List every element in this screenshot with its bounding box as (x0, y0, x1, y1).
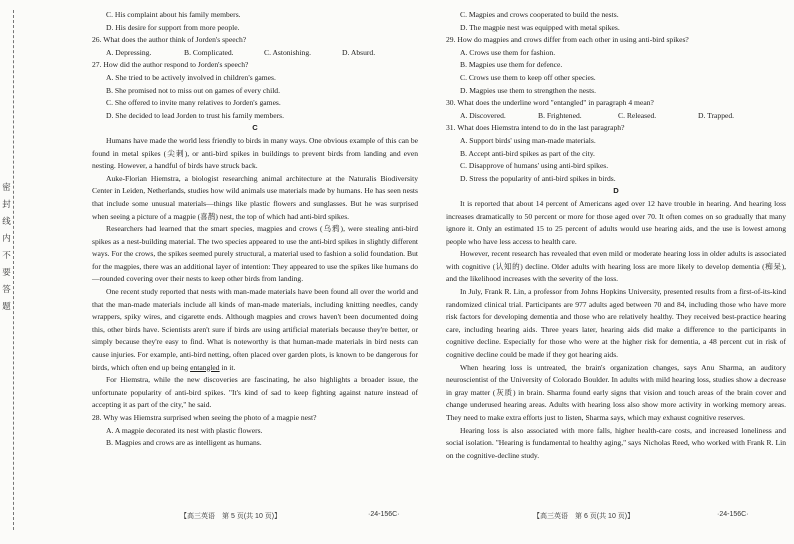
q27-option-a: A. She tried to be actively involved in children's games. (106, 72, 276, 82)
passage-c-paragraph-5: For Hiemstra, while the new discoveries are fascinating, he also highlights a broader issue, the unfortunate popularity of anti-bird spikes. "It's kind of sad to keep fighting against nature instead of accepting it as part of the city," he said. (92, 375, 418, 410)
q26-option-b: B. Complicated. (184, 47, 234, 57)
passage-d-paragraph-2: However, recent research has revealed that even mild or moderate hearing loss in older adults is associated with cognitive (认知的) decline. Older adults with hearing loss are more likely to develop dementia (痴呆), and the likelihood increases with the severity of the loss. (446, 249, 786, 284)
q31-option-b: B. Accept anti-bird spikes as part of the city. (460, 148, 595, 158)
q30-option-c: C. Released. (618, 110, 657, 120)
underlined-word-entangled: entangled (190, 362, 220, 372)
q29-option-d: D. Magpies use them to strengthen the nests. (460, 85, 597, 95)
q28-option-b: B. Magpies and crows are as intelligent as humans. (106, 438, 262, 448)
question-29: 29. How do magpies and crows differ from each other in using anti-bird spikes? (446, 35, 689, 45)
passage-d-paragraph-1: It is reported that about 14 percent of Americans aged over 12 have trouble in hearing. And hearing loss increases dramatically to 50 percent or more for those aged over 70. It often comes on so gradually that many ignore it. Only an estimated 15 to 25 percent of adults would use hearing aids, and the use is lowest among people who have less access to health care. (446, 198, 786, 246)
q27-option-c: C. She offered to invite many relatives to Jorden's games. (106, 98, 281, 108)
q29-option-c: C. Crows use them to keep off other species. (460, 72, 596, 82)
p4-text-b: in it. (221, 362, 236, 372)
passage-c-paragraph-1: Humans have made the world less friendly to birds in many ways. One obvious example of this can be found in metal spikes (尖刺), or anti-bird spikes in buildings to prevent birds from landing and even nesting. However, a handful of birds have struck back. (92, 135, 418, 171)
section-heading-c: C (252, 123, 258, 133)
q30-option-d: D. Trapped. (698, 110, 735, 120)
q29-option-a: A. Crows use them for fashion. (460, 47, 556, 57)
q28-option-d: D. The magpie nest was equipped with metal spikes. (460, 22, 620, 32)
left-page-footer: 【高三英语 第 5 页(共 10 页)】 (180, 513, 282, 520)
q25-option-d: D. His desire for support from more people. (106, 22, 240, 32)
left-column (92, 9, 418, 450)
section-heading-d: D (613, 186, 619, 196)
question-31: 31. What does Hiemstra intend to do in the last paragraph? (446, 123, 625, 133)
q26-option-c: C. Astonishing. (264, 47, 312, 57)
passage-c-paragraph-3: Researchers had learned that the smart species, magpies and crows (乌鸦), were stealing anti-bird spikes as a nest-building material. The two species appeared to use the anti-bird spikes in slightly different ways. For the crows, the spikes seemed purely structural, a material used to fashion a solid foundation. But for the magpies, there was an additional layer of intention: They appeared to use the spikes like humans do—rounded covering over their nests to keep other birds from landing. (92, 224, 418, 284)
q30-option-a: A. Discovered. (460, 110, 506, 120)
question-27: 27. How did the author respond to Jorden's speech? (92, 60, 249, 70)
passage-d-paragraph-4: When hearing loss is untreated, the brain's organization changes, says Anu Sharma, an auditory neuroscientist of the University of Colorado Boulder. In adults with mild hearing loss, studies show a decrease in gray matter (灰质) in brain. Sharma found early signs that vision and touch areas of the brain cover and change underused hearing areas. Adults with hearing loss also show more activity in working memory areas. They need to make extra efforts just to listen, Sharma says, which may exhaust cognitive reserves. (446, 362, 786, 422)
q26-options (92, 47, 418, 60)
right-page-code: ·24-156C· (717, 511, 749, 518)
passage-c-paragraph-2: Auke-Florian Hiemstra, a biologist researching animal architecture at the Naturalis Biodiversity Center in Leiden, Netherlands, studies how wild animals use materials made by humans. He has seen nests that include some unusual materials—things like plastic flowers and sunglasses. But he was surprised when seeing a picture of a magpie (喜鹊) nest, the top of which had anti-bird spikes. (92, 173, 418, 221)
left-page-code: ·24-156C· (368, 511, 400, 518)
question-30: 30. What does the underline word "entangled" in paragraph 4 mean? (446, 98, 654, 108)
q26-option-d: D. Absurd. (342, 47, 376, 57)
binding-margin (0, 0, 20, 544)
question-28: 28. Why was Hiemstra surprised when seeing the photo of a magpie nest? (92, 413, 317, 422)
q27-option-d: D. She decided to lead Jorden to trust his family members. (106, 110, 284, 120)
q31-option-c: C. Disapprove of humans' using anti-bird spikes. (460, 161, 609, 171)
passage-d-paragraph-3: In July, Frank R. Lin, a professor from Johns Hopkins University, presented results from a first-of-its-kind randomized clinical trial. Participants are 977 adults aged between 70 and 84, including those who have more risk factors for developing dementia and those who are relatively healthy. They received best-practice hearing care, including hearing aids. Three years later, hearing aids did make a difference to the participants in cognitive decline. Especially for those who were at the higher risk for dementia, a 48 percent cut in risk of cognitive decline could be made if they got hearing aids. (446, 287, 786, 360)
passage-c-paragraph-4 (92, 286, 418, 374)
right-column (446, 9, 786, 462)
q26-option-a: A. Depressing. (106, 47, 152, 57)
right-page-footer: 【高三英语 第 6 页(共 10 页)】 (533, 513, 635, 520)
passage-d-paragraph-5: Hearing loss is also associated with more falls, higher health-care costs, and increased loneliness and social isolation. "Hearing is fundamental to healthy aging," says Nicholas Reed, who worked with Frank R. Lin on the cognitive-decline study. (446, 425, 786, 460)
q25-option-c: C. His complaint about his family members. (106, 10, 241, 19)
seal-notice: 密 封 线 内 不 要 答 题 (2, 183, 11, 312)
q31-option-d: D. Stress the popularity of anti-bird spikes in birds. (460, 173, 616, 183)
p4-text-a: One recent study reported that nests with man-made materials have been found all over the world and that the man-made materials include all kinds of man-made materials, including knitting needles, candy wrappers, spiky wires, and cigarette ends. Although magpies and crows haven't been documented doing this, other birds have. Scientists aren't sure if birds are using artificial materials because they're better, or simply because they're easy to find. What is noteworthy is that human-made materials in bird nests can cause injuries. For example, anti-bird netting, often placed over garden plots, is known to be dangerous for birds, which often end up being (92, 287, 418, 372)
q30-options (446, 110, 786, 123)
q30-option-b: B. Frightened. (538, 110, 582, 120)
q27-option-b: B. She promised not to miss out on games of every child. (106, 85, 281, 95)
q31-option-a: A. Support birds' using man-made materials. (460, 135, 596, 145)
q28-option-a: A. A magpie decorated its nest with plastic flowers. (106, 425, 263, 435)
q29-option-b: B. Magpies use them for defence. (460, 60, 563, 70)
question-26: 26. What does the author think of Jorden's speech? (92, 35, 247, 45)
q28-option-c: C. Magpies and crows cooperated to build the nests. (460, 10, 619, 19)
seal-line (13, 10, 14, 530)
